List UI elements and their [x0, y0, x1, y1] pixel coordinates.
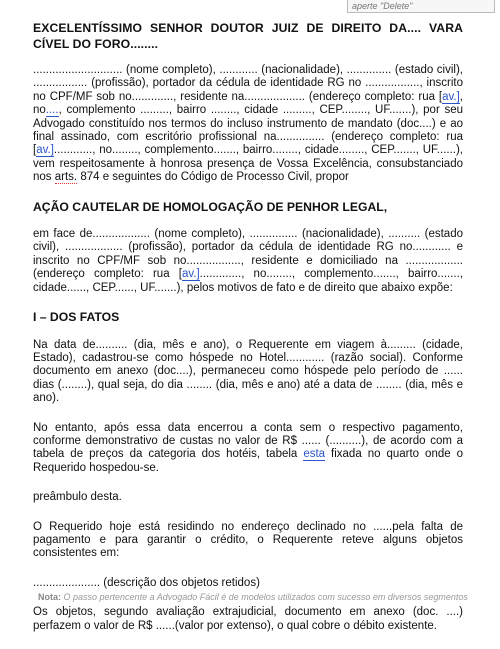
- spellcheck-word: esta: [303, 448, 326, 461]
- avenue-placeholder-link[interactable]: av.]: [442, 90, 460, 103]
- preamble-text: preâmbulo desta.: [33, 491, 122, 504]
- court-address-title: EXCELENTÍSSIMO SENHOR DOUTOR JUIZ DE DIREITO DA.... VARA CÍVEL DO FORO........: [33, 21, 463, 51]
- facts-paragraph-stay: Na data de.......... (dia, mês e ano), o Requerente em viagem à......... (cidade, Estado), cadastrou-se como hóspede no Hotel............ (razão social). Conforme documento em anexo (doc....), permaneceu como hóspede pelo período de ...... dias (........), qual seja, do dia ........ (dia, mês e ano) até a data de ........ (dia, mês e ano).: [33, 338, 463, 405]
- avenue-placeholder-link[interactable]: av.]: [181, 268, 200, 281]
- spellcheck-word: arts.: [54, 171, 78, 184]
- footer-note-label: Nota:: [38, 592, 61, 602]
- avenue-placeholder-link[interactable]: av.]: [36, 144, 54, 157]
- facts-paragraph-payment: No entanto, após essa data encerrou a conta sem o respectivo pagamento, conforme demonstrativo de custas no valor de R$ ...... (..........), de acordo com a tabela de preços da categoria dos hotéis, tabela esta fixada no quarto onde o Requerido hospedou-se.: [33, 421, 464, 474]
- facts-paragraph-value: Os objetos, segundo avaliação extrajudicial, documento em anexo (doc. ....) perfazem o valor de R$ ......(valor por extenso), o qual cobre o débito existente.: [33, 606, 463, 632]
- footer-note: [38, 592, 498, 602]
- retained-objects-line: ..................... (descrição dos objetos retidos): [33, 576, 260, 589]
- facts-paragraph-retention: O Requerido hoje está residindo no endereço declinado no ......pela falta de pagamento e para garantir o crédito, o Requerente reteve alguns objetos consistentes em:: [33, 520, 463, 560]
- footer-note-text: O passo pertencente a Advogado Fácil é de modelos utilizados com sucesso em diversos segmentos: [63, 592, 468, 602]
- action-title: AÇÃO CAUTELAR DE HOMOLOGAÇÃO DE PENHOR LEGAL,: [33, 199, 388, 214]
- section-heading-facts: I – DOS FATOS: [33, 310, 120, 325]
- petition-document: [33, 20, 463, 649]
- delete-hint-tooltip: aperte "Delete": [347, 0, 495, 13]
- defendant-qualification-paragraph: em face de.................. (nome completo), ............... (nacionalidade), .......... (estado civil), .................. (profissão), portador da cédula de identidade RG no............ e inscrito no CPF/MF sob no................., residente e domiciliado na .................. (endereço completo: rua [av.]............., no........, complemento......., bairro......., cidade......, CEP......, UF.......), pelos motivos de fato e de direito que abaixo expõe:: [33, 228, 463, 294]
- plaintiff-qualification-paragraph: ............................ (nome completo), ............ (nacionalidade), .............. (estado civil), ................. (profissão), portador da cédula de identidade RG no ................., inscrito no CPF/MF sob no............., residente na................... (endereço completo: rua [av.], no...., complemento ........., bairro ........, cidade ........., CEP........, UF.......), por seu Advogado constituído nos termos do incluso instrumento de mandato (doc....) e ao final assinado, com escritório profissional na............... (endereço completo: rua [av.]............, no........, complemento......., bairro........, cidade........, CEP......., UF......), vem respeitosamente à honrosa presença de Vossa Excelência, consubstanciado nos arts. 874 e seguintes do Código de Processo Civil, propor: [33, 64, 463, 184]
- number-blank-link[interactable]: ....: [45, 104, 59, 117]
